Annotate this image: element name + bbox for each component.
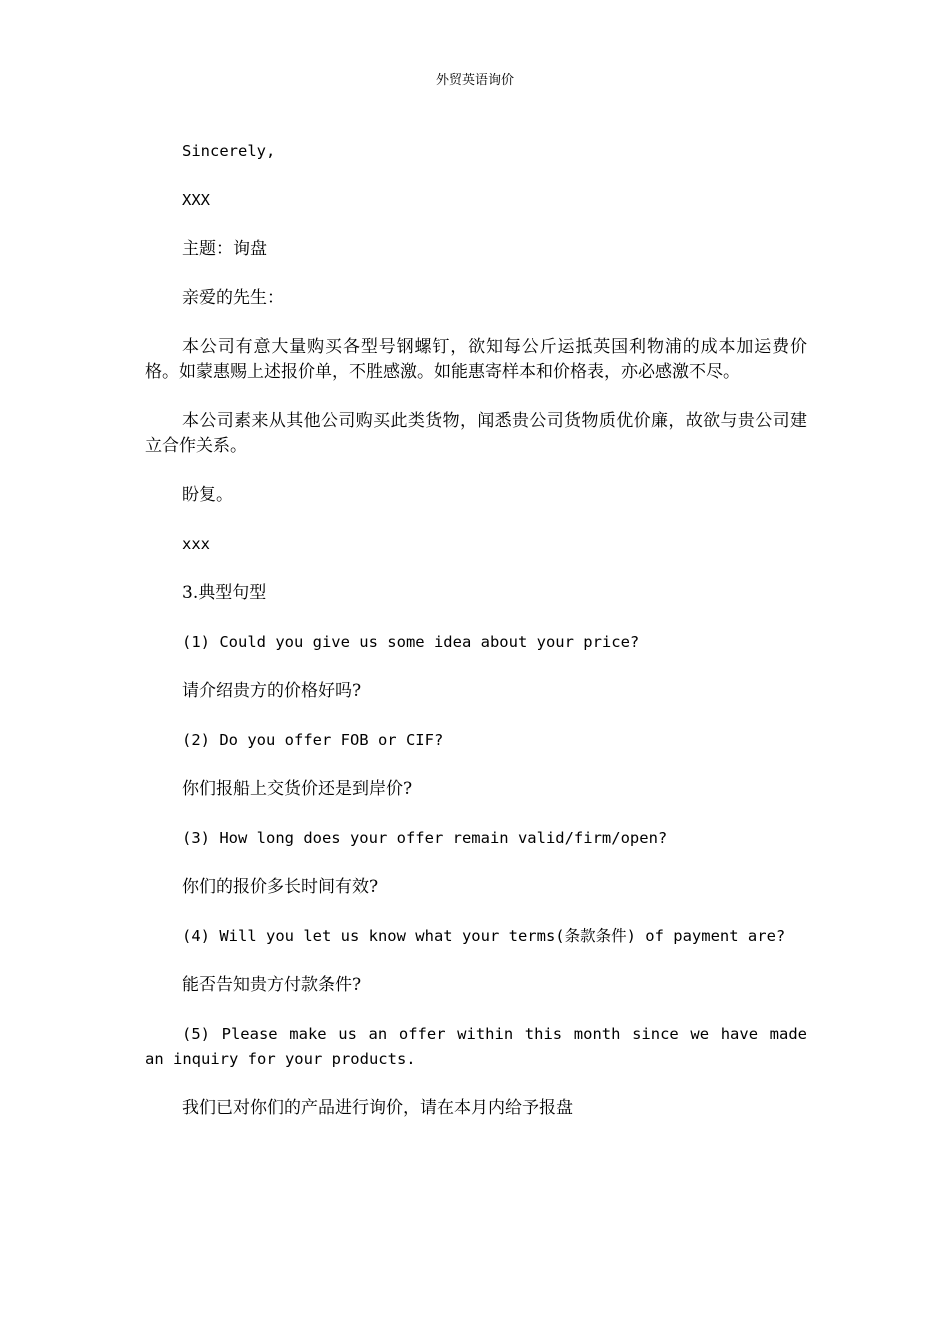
sentence-1-cn: 请介绍贵方的价格好吗?	[182, 681, 362, 701]
closing: Sincerely,	[182, 142, 276, 160]
sentence-2-cn: 你们报船上交货价还是到岸价?	[182, 779, 413, 799]
sentence-2-en: (2) Do you offer FOB or CIF?	[182, 731, 444, 749]
sentence-3-en: (3) How long does your offer remain valid/firm/open?	[182, 829, 668, 847]
signature-cn: xxx	[182, 535, 210, 553]
body-paragraph-1: 本公司有意大量购买各型号钢螺钉，欲知每公斤运抵英国利物浦的成本加运费价格。如蒙惠赐上述报价单，不胜感激。如能惠寄样本和价格表，亦必感激不尽。	[145, 337, 807, 382]
sentence-4-en: (4) Will you let us know what your terms(条款条件) of payment are?	[182, 927, 786, 945]
signature: XXX	[182, 191, 210, 209]
sentence-3-cn: 你们的报价多长时间有效?	[182, 877, 379, 897]
document-body	[145, 139, 807, 1145]
sentence-5-en: (5) Please make us an offer within this month since we have made an inquiry for your products.	[145, 1025, 807, 1068]
page-header: 外贸英语询价	[435, 73, 514, 88]
body-paragraph-2: 本公司素来从其他公司购买此类货物，闻悉贵公司货物质优价廉，故欲与贵公司建立合作关系。	[145, 411, 807, 456]
sentence-5-cn: 我们已对你们的产品进行询价，请在本月内给予报盘	[182, 1098, 573, 1118]
sentence-1-en: (1) Could you give us some idea about your price?	[182, 633, 640, 651]
subject-line: 主题：询盘	[182, 239, 267, 259]
closing-cn: 盼复。	[182, 485, 233, 505]
section-heading: 3.典型句型	[182, 583, 267, 603]
salutation: 亲爱的先生：	[182, 288, 284, 308]
sentence-4-cn: 能否告知贵方付款条件?	[182, 975, 362, 995]
